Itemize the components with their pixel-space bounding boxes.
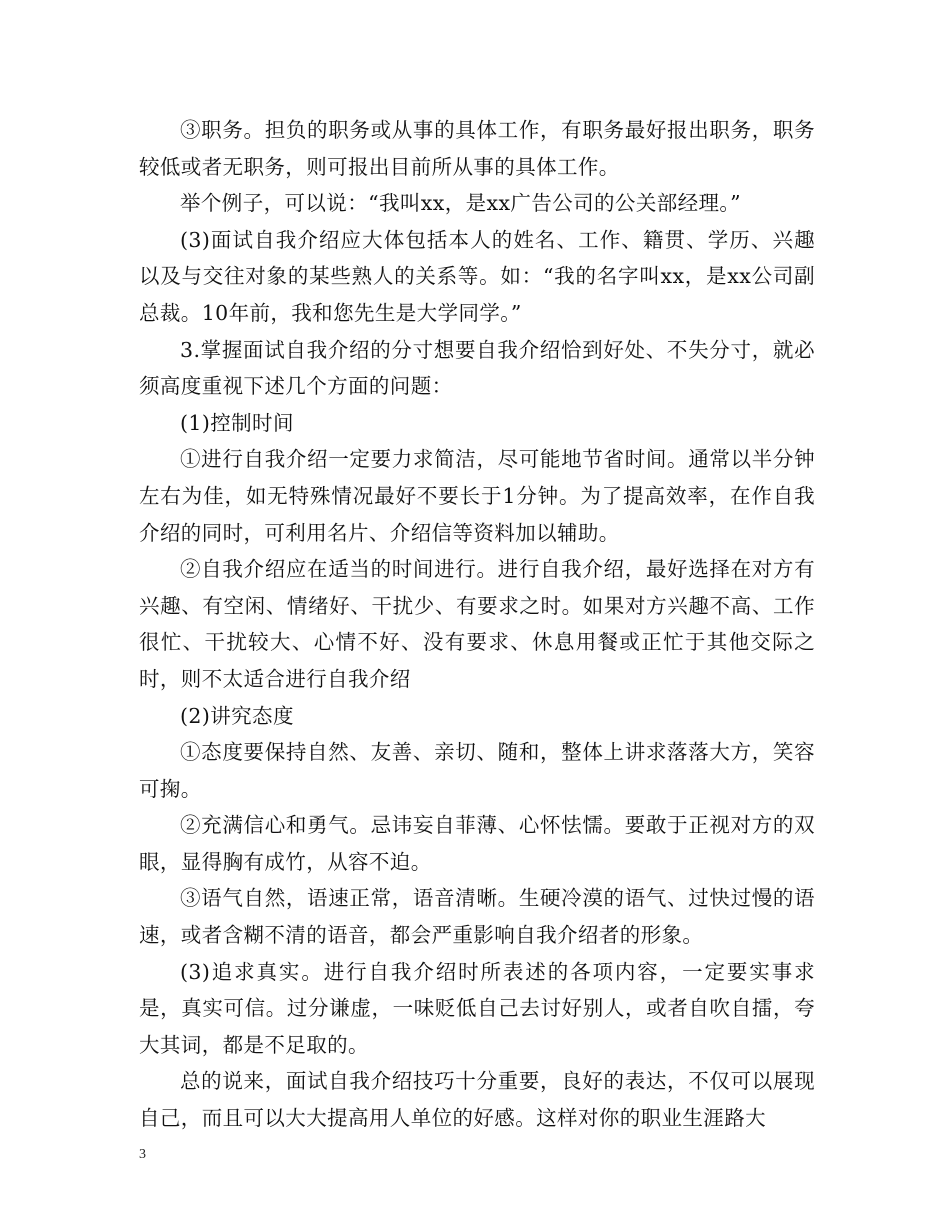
paragraph-attitude-3: ③语气自然，语速正常，语音清晰。生硬冷漠的语气、过快过慢的语速，或者含糊不清的语音，都会严重影响自我介绍者的形象。 — [139, 886, 815, 948]
paragraph-summary: 总的说来，面试自我介绍技巧十分重要，良好的表达，不仅可以展现自己，而且可以大大提高用人单位的好感。这样对你的职业生涯路大 — [139, 1069, 815, 1131]
paragraph-example: 举个例子，可以说：“我叫xx，是xx广告公司的公关部经理。” — [180, 191, 741, 216]
document-body — [139, 112, 815, 1137]
paragraph-control-time-heading: (1)控制时间 — [180, 410, 294, 435]
paragraph-control-time-1: ①进行自我介绍一定要力求简洁，尽可能地节省时间。通常以半分钟左右为佳，如无特殊情况最好不要长于1分钟。为了提高效率，在作自我介绍的同时，可利用名片、介绍信等资料加以辅助。 — [139, 447, 815, 545]
page-number: 3 — [139, 1147, 146, 1162]
paragraph-truthfulness: (3)追求真实。进行自我介绍时所表述的各项内容，一定要实事求是，真实可信。过分谦虚，一味贬低自己去讨好别人，或者自吹自擂，夸大其词，都是不足取的。 — [139, 959, 815, 1057]
paragraph-attitude-1: ①态度要保持自然、友善、亲切、随和，整体上讲求落落大方，笑容可掬。 — [139, 740, 815, 801]
paragraph-intro-content: (3)面试自我介绍应大体包括本人的姓名、工作、籍贯、学历、兴趣以及与交往对象的某些熟人的关系等。如：“我的名字叫xx，是xx公司副总裁。10年前，我和您先生是大学同学。” — [139, 227, 815, 325]
paragraph-section-3-heading: 3.掌握面试自我介绍的分寸想要自我介绍恰到好处、不失分寸，就必须高度重视下述几个方面的问题： — [139, 337, 815, 399]
paragraph-attitude-2: ②充满信心和勇气。忌讳妄自菲薄、心怀怯懦。要敢于正视对方的双眼，显得胸有成竹，从容不迫。 — [139, 813, 815, 874]
paragraph-attitude-heading: (2)讲究态度 — [180, 703, 294, 728]
paragraph-position: ③职务。担负的职务或从事的具体工作，有职务最好报出职务，职务较低或者无职务，则可报出目前所从事的具体工作。 — [139, 118, 815, 179]
paragraph-control-time-2: ②自我介绍应在适当的时间进行。进行自我介绍，最好选择在对方有兴趣、有空闲、情绪好、干扰少、有要求之时。如果对方兴趣不高、工作很忙、干扰较大、心情不好、没有要求、休息用餐或正忙于其他交际之时，则不太适合进行自我介绍 — [139, 557, 815, 691]
